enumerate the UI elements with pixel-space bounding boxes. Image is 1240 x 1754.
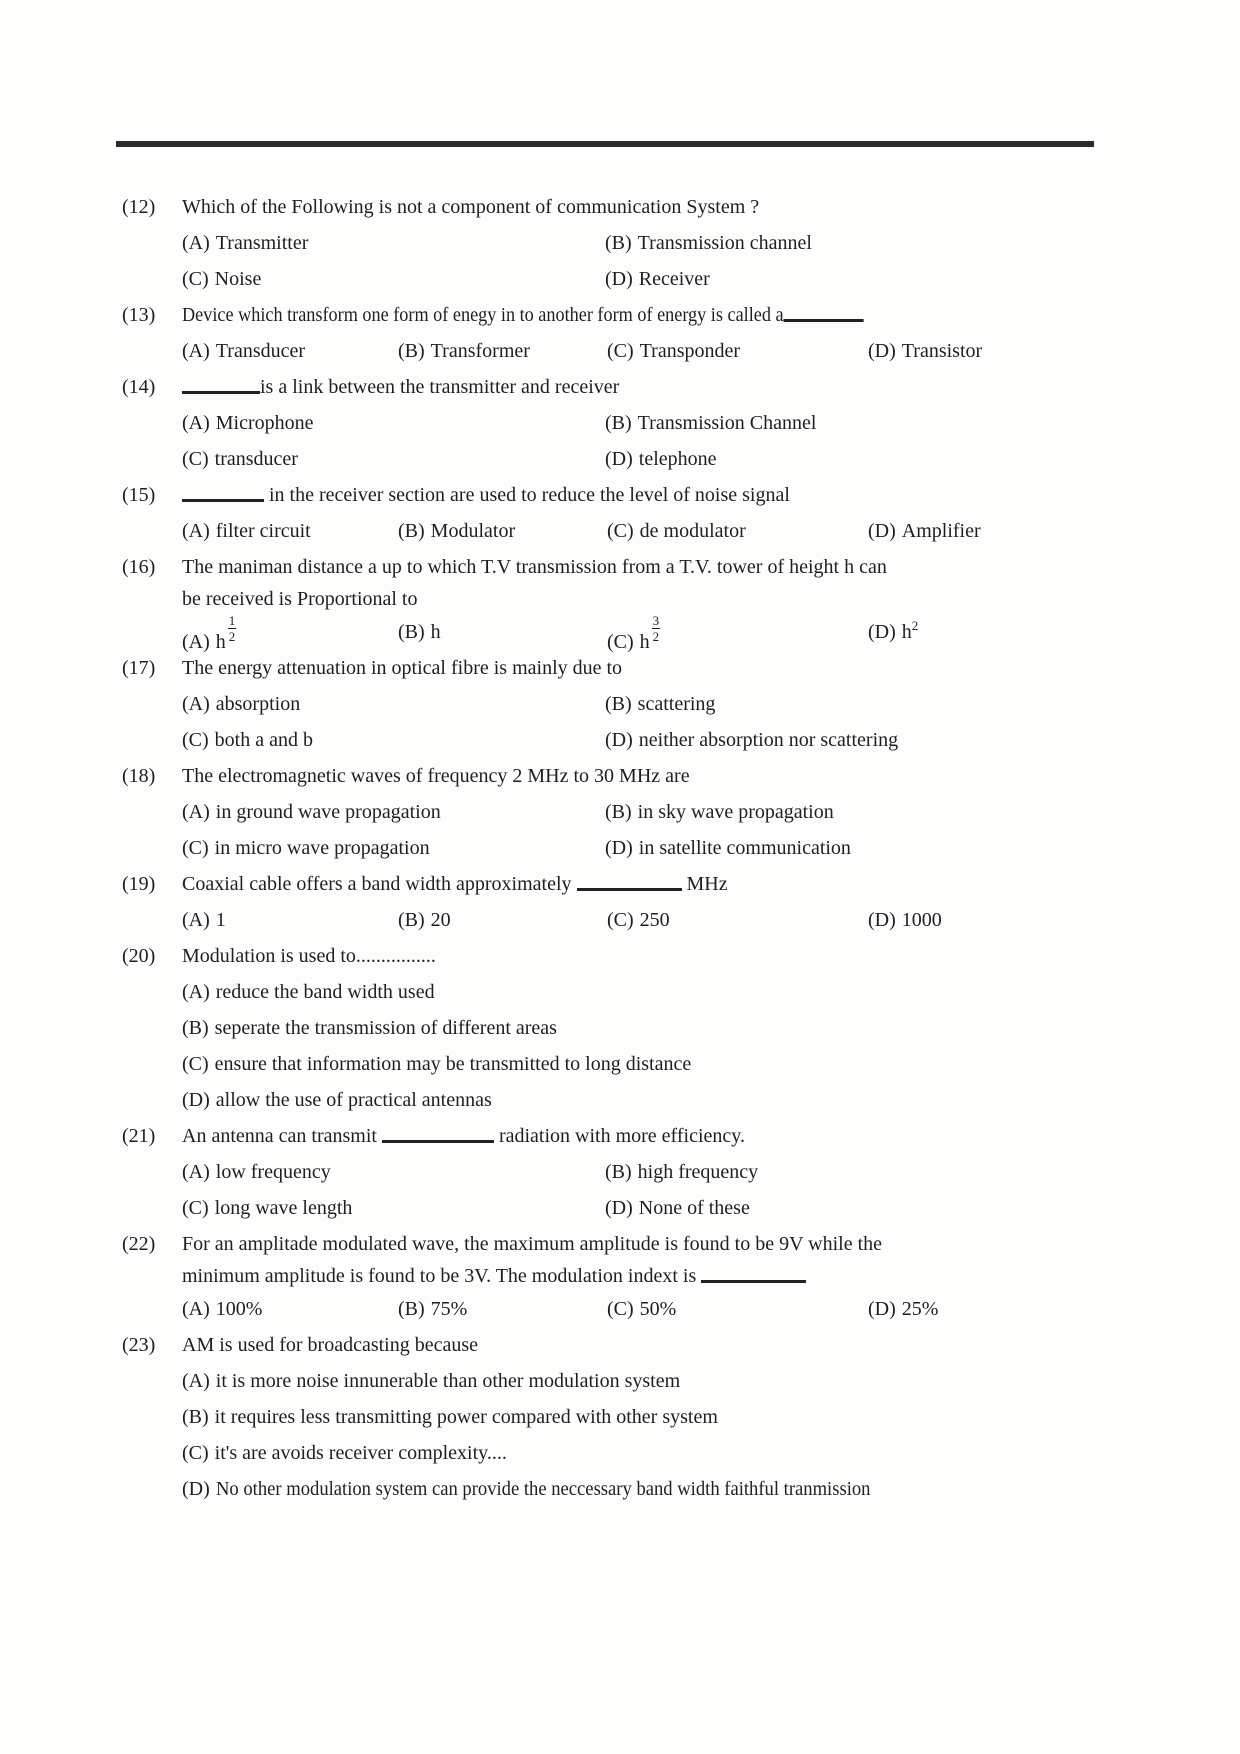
question-block <box>122 297 1182 369</box>
option-label: (B) <box>605 232 632 254</box>
option-label: (B) <box>182 1017 209 1039</box>
question-text-segment: Which of the Following is not a component of communication System ? <box>182 196 760 218</box>
option-text: in micro wave propagation <box>214 837 430 859</box>
option-text: high frequency <box>637 1161 759 1183</box>
option <box>605 722 1182 758</box>
option <box>605 830 1182 866</box>
option-text: ensure that information may be transmitted to long distance <box>214 1053 692 1075</box>
option <box>605 1190 1182 1226</box>
option <box>182 722 605 758</box>
option-label: (A) <box>182 1370 210 1392</box>
question-block <box>122 549 1182 653</box>
question-line <box>122 297 1182 333</box>
question-number: (21) <box>122 1125 156 1147</box>
option <box>182 1010 1182 1046</box>
option-label: (D) <box>605 837 633 859</box>
option <box>182 794 605 830</box>
option <box>605 261 1182 297</box>
question-text-segment: An antenna can transmit <box>182 1125 382 1147</box>
question-block <box>122 938 1182 1118</box>
option <box>182 1291 398 1327</box>
option-label: (A) <box>182 693 210 715</box>
option-label: (D) <box>868 340 896 362</box>
option-text: in sky wave propagation <box>637 801 834 823</box>
option-text: Transmission Channel <box>637 412 817 434</box>
option <box>607 513 868 549</box>
question-number: (13) <box>122 304 156 326</box>
option <box>398 1291 607 1327</box>
options-group <box>182 686 1182 758</box>
options-group <box>182 1154 1182 1226</box>
option <box>182 225 605 261</box>
option-label: (A) <box>182 520 210 542</box>
option-text: None of these <box>638 1197 750 1219</box>
option-text: 50% <box>639 1298 677 1320</box>
option <box>182 1190 605 1226</box>
option-label: (B) <box>182 1406 209 1428</box>
question-number: (14) <box>122 376 156 398</box>
question-text <box>182 758 690 794</box>
option-label: (D) <box>605 448 633 470</box>
option-text: 75% <box>430 1298 468 1320</box>
option-label: (B) <box>398 1298 425 1320</box>
question-text-segment: The energy attenuation in optical fibre is mainly due to <box>182 657 623 679</box>
question-number: (18) <box>122 765 156 787</box>
question-number: (16) <box>122 556 156 578</box>
fraction-denominator: 2 <box>652 629 660 644</box>
option-label: (D) <box>868 909 896 931</box>
question-number: (20) <box>122 945 156 967</box>
math-base: h <box>215 631 226 653</box>
question-line <box>122 369 1182 405</box>
question-text-segment: in the receiver section are used to reduce the level of noise signal <box>264 484 790 506</box>
option-text: in ground wave propagation <box>215 801 441 823</box>
option <box>868 1291 1182 1327</box>
option-text: both a and b <box>214 729 313 751</box>
option-label: (C) <box>607 340 634 362</box>
blank-line <box>182 495 264 502</box>
option-label: (A) <box>182 232 210 254</box>
question-text <box>182 650 622 686</box>
option-text: 25% <box>901 1298 939 1320</box>
option <box>182 1435 1182 1471</box>
question-text <box>182 585 418 614</box>
option <box>868 333 1182 369</box>
question-line <box>122 938 1182 974</box>
question-text-segment: minimum amplitude is found to be 3V. The modulation indext is <box>182 1265 702 1287</box>
option-label: (C) <box>607 631 634 653</box>
option-label: (A) <box>182 412 210 434</box>
option-text: 20 <box>430 909 451 931</box>
option-label: (D) <box>868 520 896 542</box>
options-group <box>182 1291 1182 1327</box>
question-line <box>122 1226 1182 1262</box>
question-block <box>122 189 1182 297</box>
question-number: (15) <box>122 484 156 506</box>
option <box>182 1471 1182 1507</box>
option <box>182 1154 605 1190</box>
option-label: (C) <box>607 909 634 931</box>
question-text <box>182 369 619 405</box>
math-base: h <box>639 631 650 653</box>
question-text-segment: The electromagnetic waves of frequency 2 MHz to 30 MHz are <box>182 765 690 787</box>
question-text <box>182 1226 882 1262</box>
option-label: (D) <box>868 1298 896 1320</box>
blank-line <box>784 315 864 322</box>
option-label: (A) <box>182 981 210 1003</box>
option-text: No other modulation system can provide the neccessary band width faithful tranmission <box>215 1478 871 1500</box>
option-label: (A) <box>182 340 210 362</box>
question-block <box>122 758 1182 866</box>
option <box>398 513 607 549</box>
question-text <box>182 1118 745 1154</box>
fraction-numerator: 1 <box>228 613 236 628</box>
question-line <box>122 1262 1182 1291</box>
question-block <box>122 866 1182 938</box>
question-text-segment: MHz <box>681 873 728 895</box>
option <box>182 261 605 297</box>
math-fraction <box>652 614 661 643</box>
option-label: (D) <box>605 268 633 290</box>
option <box>605 1154 1182 1190</box>
question-block <box>122 1118 1182 1226</box>
blank-line <box>382 1136 494 1143</box>
option-label: (C) <box>182 729 209 751</box>
option-label: (B) <box>398 621 425 643</box>
question-block <box>122 477 1182 549</box>
option-text: long wave length <box>214 1197 353 1219</box>
option <box>868 902 1182 938</box>
option-label: (C) <box>182 1053 209 1075</box>
option <box>605 225 1182 261</box>
option-text: filter circuit <box>215 520 311 542</box>
option-label: (B) <box>398 340 425 362</box>
option-text: neither absorption nor scattering <box>638 729 899 751</box>
options-group <box>182 405 1182 477</box>
option-label: (D) <box>182 1089 210 1111</box>
option <box>605 794 1182 830</box>
question-list <box>122 189 1182 1507</box>
option <box>182 613 398 653</box>
option-label: (C) <box>182 837 209 859</box>
option-text: it is more noise innunerable than other modulation system <box>215 1370 681 1392</box>
question-number: (12) <box>122 196 156 218</box>
question-line <box>122 585 1182 614</box>
question-text-segment: Modulation is used to................ <box>182 945 436 967</box>
question-text-segment: AM is used for broadcasting because <box>182 1334 479 1356</box>
question-text-segment: For an amplitade modulated wave, the maximum amplitude is found to be 9V while the <box>182 1233 883 1255</box>
question-text-segment: Coaxial cable offers a band width approximately <box>182 873 577 895</box>
question-text <box>182 866 728 902</box>
blank-line <box>182 387 260 394</box>
option <box>182 1082 1182 1118</box>
question-number: (22) <box>122 1233 156 1255</box>
option <box>182 1363 1182 1399</box>
question-text <box>182 549 887 585</box>
option <box>398 333 607 369</box>
option-label: (D) <box>605 729 633 751</box>
option-text: Transmitter <box>215 232 309 254</box>
question-line <box>122 650 1182 686</box>
question-line <box>122 758 1182 794</box>
question-text <box>182 1327 478 1363</box>
question-text-segment: The maniman distance a up to which T.V transmission from a T.V. tower of height h can <box>182 556 887 578</box>
question-text-segment: Device which transform one form of enegy in to another form of energy is called a <box>182 304 784 326</box>
option-text: de modulator <box>639 520 746 542</box>
math-fraction <box>228 614 237 643</box>
option-label: (B) <box>605 801 632 823</box>
option-label: (B) <box>398 520 425 542</box>
options-group <box>182 333 1182 369</box>
option <box>607 902 868 938</box>
question-text <box>182 938 436 974</box>
option-text: telephone <box>638 448 717 470</box>
option-label: (A) <box>182 1161 210 1183</box>
options-group <box>182 902 1182 938</box>
math-base: h <box>901 621 912 643</box>
option-text: it's are avoids receiver complexity.... <box>214 1442 507 1464</box>
option <box>182 441 605 477</box>
option-text: reduce the band width used <box>215 981 435 1003</box>
question-block <box>122 650 1182 758</box>
fraction-denominator: 2 <box>228 629 236 644</box>
option-text: 100% <box>215 1298 263 1320</box>
option-text: h <box>430 621 441 643</box>
option-label: (C) <box>607 1298 634 1320</box>
option-text: Transmission channel <box>637 232 812 254</box>
option <box>607 1291 868 1327</box>
option <box>398 614 607 650</box>
option-text: low frequency <box>215 1161 331 1183</box>
options-group <box>182 513 1182 549</box>
blank-line <box>577 884 682 891</box>
option-label: (C) <box>607 520 634 542</box>
option-text: Transducer <box>215 340 306 362</box>
option-label: (D) <box>868 621 896 643</box>
option <box>182 1046 1182 1082</box>
question-block <box>122 1327 1182 1507</box>
option-text: 1000 <box>901 909 942 931</box>
option-label: (A) <box>182 631 210 653</box>
question-line <box>122 189 1182 225</box>
question-number: (23) <box>122 1334 156 1356</box>
option-text: Receiver <box>638 268 710 290</box>
option <box>182 1399 1182 1435</box>
option-label: (C) <box>182 448 209 470</box>
option-text: Transistor <box>901 340 983 362</box>
option-text: Noise <box>214 268 262 290</box>
option-label: (C) <box>182 268 209 290</box>
option-text: Microphone <box>215 412 314 434</box>
option-text: transducer <box>214 448 298 470</box>
question-text-segment: is a link between the transmitter and receiver <box>260 376 620 398</box>
option-label: (A) <box>182 801 210 823</box>
question-line <box>122 866 1182 902</box>
question-text-segment: be received is Proportional to <box>182 588 418 610</box>
top-rule-divider <box>116 141 1094 147</box>
options-group <box>182 225 1182 297</box>
question-block <box>122 1226 1182 1327</box>
option <box>398 902 607 938</box>
options-group <box>182 974 1182 1118</box>
question-text <box>182 297 864 333</box>
option <box>182 405 605 441</box>
option-label: (A) <box>182 1298 210 1320</box>
option <box>182 686 605 722</box>
options-group <box>182 794 1182 866</box>
question-block <box>122 369 1182 477</box>
option-text: absorption <box>215 693 301 715</box>
option <box>607 613 868 653</box>
question-number: (17) <box>122 657 156 679</box>
option-text: 1 <box>215 909 226 931</box>
option-text: scattering <box>637 693 716 715</box>
option-label: (C) <box>182 1197 209 1219</box>
option <box>605 405 1182 441</box>
question-line <box>122 477 1182 513</box>
option <box>605 441 1182 477</box>
question-line <box>122 1118 1182 1154</box>
question-text-segment: radiation with more efficiency. <box>493 1125 745 1147</box>
option-text: Amplifier <box>901 520 981 542</box>
options-group <box>182 613 1182 653</box>
option <box>868 513 1182 549</box>
option <box>182 974 1182 1010</box>
option-label: (B) <box>605 412 632 434</box>
option <box>607 333 868 369</box>
option <box>182 513 398 549</box>
question-line <box>122 1327 1182 1363</box>
option-text: Transformer <box>430 340 530 362</box>
option <box>182 830 605 866</box>
blank-line <box>701 1276 806 1283</box>
fraction-numerator: 3 <box>652 613 660 628</box>
math-superscript: 2 <box>911 618 919 633</box>
option-label: (B) <box>605 1161 632 1183</box>
option <box>182 902 398 938</box>
option-label: (D) <box>182 1478 210 1500</box>
options-group <box>182 1363 1182 1507</box>
option-label: (A) <box>182 909 210 931</box>
option <box>868 614 1182 650</box>
question-text <box>182 1262 806 1291</box>
option-label: (C) <box>182 1442 209 1464</box>
option <box>182 333 398 369</box>
question-text <box>182 189 759 225</box>
option-text: in satellite communication <box>638 837 851 859</box>
option-label: (D) <box>605 1197 633 1219</box>
option-label: (B) <box>398 909 425 931</box>
question-text <box>182 477 790 513</box>
option-text: it requires less transmitting power compared with other system <box>214 1406 718 1428</box>
question-number: (19) <box>122 873 156 895</box>
question-line <box>122 549 1182 585</box>
option-text: 250 <box>639 909 670 931</box>
option-text: seperate the transmission of different areas <box>214 1017 557 1039</box>
option-label: (B) <box>605 693 632 715</box>
option-text: Transponder <box>639 340 741 362</box>
option-text: allow the use of practical antennas <box>215 1089 492 1111</box>
option-text: Modulator <box>430 520 516 542</box>
option <box>605 686 1182 722</box>
